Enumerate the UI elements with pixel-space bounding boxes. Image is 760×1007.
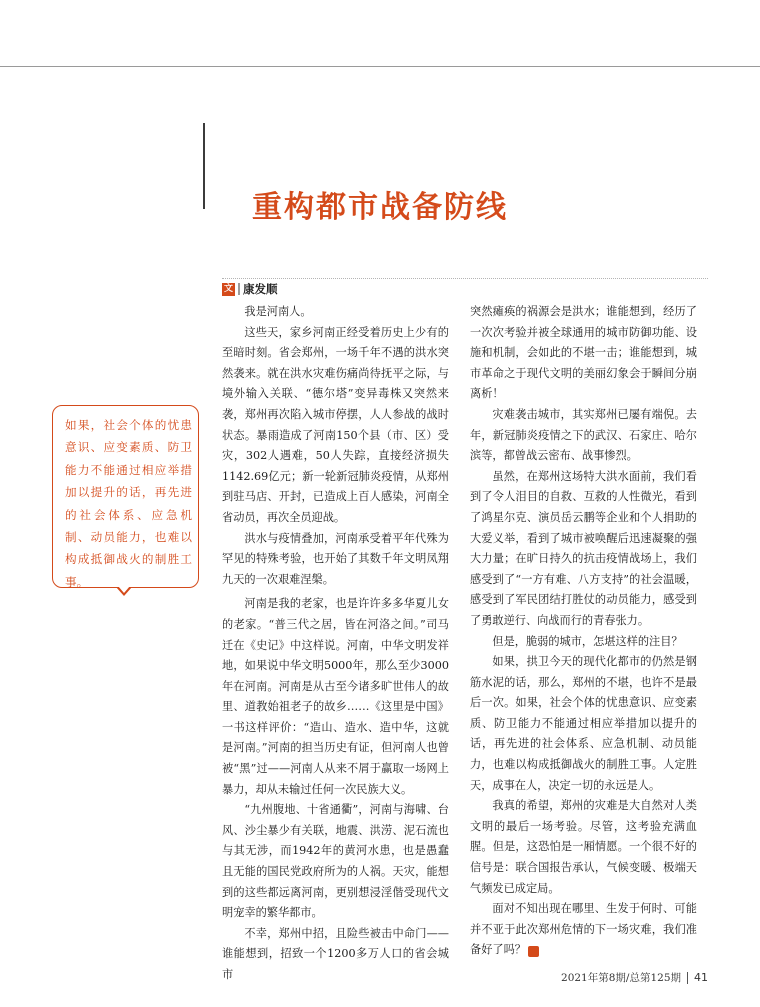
author-icon: 文: [223, 283, 233, 294]
pull-quote-text: 如果，社会个体的忧患意识、应变素质、防卫能力不能通过相应举措加以提升的话，再先进的社会体系、应急机制、动员能力，也难以构成抵御战火的制胜工事。: [65, 418, 192, 589]
paragraph: 虽然，在郑州这场特大洪水面前，我们看到了令人泪目的自救、互救的人性微光，看到了鸿星尔克、演员岳云鹏等企业和个人捐助的大爱义举，看到了城市被唤醒后迅速凝聚的强大力量；在旷日持久的抗击疫情战场上，我们感受到了“一方有难、八方支持”的社会温暖，感受到了军民团结打胜仗的动员能力，感受到了勇敢逆行、向战而行的青春张力。: [470, 469, 697, 627]
paragraph: 如果，拱卫今天的现代化都市的仍然是钢筋水泥的话，那么，郑州的不堪，也许不是最后一次。如果，社会个体的忧患意识、应变素质、防卫能力不能通过相应举措加以提升的话，再先进的社会体系、应急机制、动员能力，也难以构成抵御战火的制胜工事。人定胜天，成事在人，决定一切的永远是人。: [470, 655, 697, 792]
paragraph: 河南是我的老家，也是许许多多华夏儿女的老家。“普三代之居，皆在河洛之间。”司马迁在《史记》中这样说。河南，中华文明发祥地，如果说中华文明5000年，那么至少3000年在河南。河南是从古至今诸多旷世伟人的故里、道教始祖老子的故乡……《这里是中国》一书这样评价：“造山、造水、造中华，这就是河南。”河南的担当历史有证，但河南人也曾被“黑”过——河南人从来不屑于赢取一场网上暴力，却从未输过任何一次民族大义。: [222, 597, 449, 796]
byline-divider: [222, 278, 708, 279]
issue-info: 2021年第8期/总第125期: [561, 972, 681, 984]
last-paragraph: [470, 899, 697, 961]
author-name: 康发顺: [243, 282, 278, 296]
article-title: 重构都市战备防线: [252, 190, 508, 225]
paragraph: 我真的希望，郑州的灾难是大自然对人类文明的最后一场考验。尽管，这考验充满血腥。但是，这恐怕是一厢情愿。一个很不好的信号是：联合国报告承认，气候变暖、极端天气频发已成定局。: [470, 799, 697, 895]
paragraph: 我是河南人。: [244, 305, 312, 318]
footer-separator: [687, 972, 688, 984]
paragraph: 这些天，家乡河南正经受着历史上少有的至暗时刻。省会郑州，一场千年不遇的洪水突然袭来。就在洪水灾难伤痛尚待抚平之际，与境外输入关联、“德尔塔”变异毒株又突然来袭，郑州再次陷入城市停摆，人人参战的战时状态。暴雨造成了河南150个县（市、区）受灾，302人遇难，50人失踪，直接经济损失1142.69亿元；新一轮新冠肺炎疫情，从郑州到驻马店、开封，已造成上百人感染，河南全省动员，再次全员迎战。: [222, 325, 449, 524]
page-footer: [561, 970, 708, 985]
byline-bar: [238, 283, 240, 295]
pull-quote-box: [52, 405, 199, 588]
paragraph: 突然瘫痪的祸源会是洪水；谁能想到，经历了一次次考验并被全球通用的城市防御功能、设施和机制，会如此的不堪一击；谁能想到，城市革命之于现代文明的美丽幻象会于瞬间分崩离析！: [470, 305, 697, 401]
body-column-left: [222, 302, 449, 986]
paragraph: 不幸，郑州中招，且险些被击中命门——谁能想到，招致一个1200多万人口的省会城市: [222, 926, 449, 981]
paragraph: 灾难袭击城市，其实郑州已屡有端倪。去年，新冠肺炎疫情之下的武汉、石家庄、哈尔滨等，都曾战云密布、战事惨烈。: [470, 407, 697, 463]
paragraph: 但是，脆弱的城市，怎堪这样的注目？: [492, 634, 683, 648]
pull-quote-notch-fill: [118, 586, 130, 593]
byline: [222, 281, 278, 297]
paragraph: “九州腹地、十省通衢”，河南与海啸、台风、沙尘暴少有关联，地震、洪涝、泥石流也与其无涉，而1942年的黄河水患，也是愚蠢且无能的国民党政府所为的人祸。天灾，能想到的这些都远离河南，更别想浸淫偕受现代文明宠幸的繁华都市。: [222, 803, 449, 920]
page-number: 41: [694, 971, 708, 984]
paragraph: 洪水与疫情叠加，河南承受着平年代殊为罕见的特殊考验，也开始了其数千年文明凤翔九天的一次艰难涅槃。: [222, 531, 449, 586]
top-rule: [0, 66, 760, 67]
body-column-right: [470, 302, 697, 961]
paragraph-text: 面对不知出现在哪里、生发于何时、可能并不亚于此次郑州危情的下一场灾难，我们准备好了吗？: [470, 902, 697, 957]
end-mark-icon: G: [528, 946, 539, 957]
